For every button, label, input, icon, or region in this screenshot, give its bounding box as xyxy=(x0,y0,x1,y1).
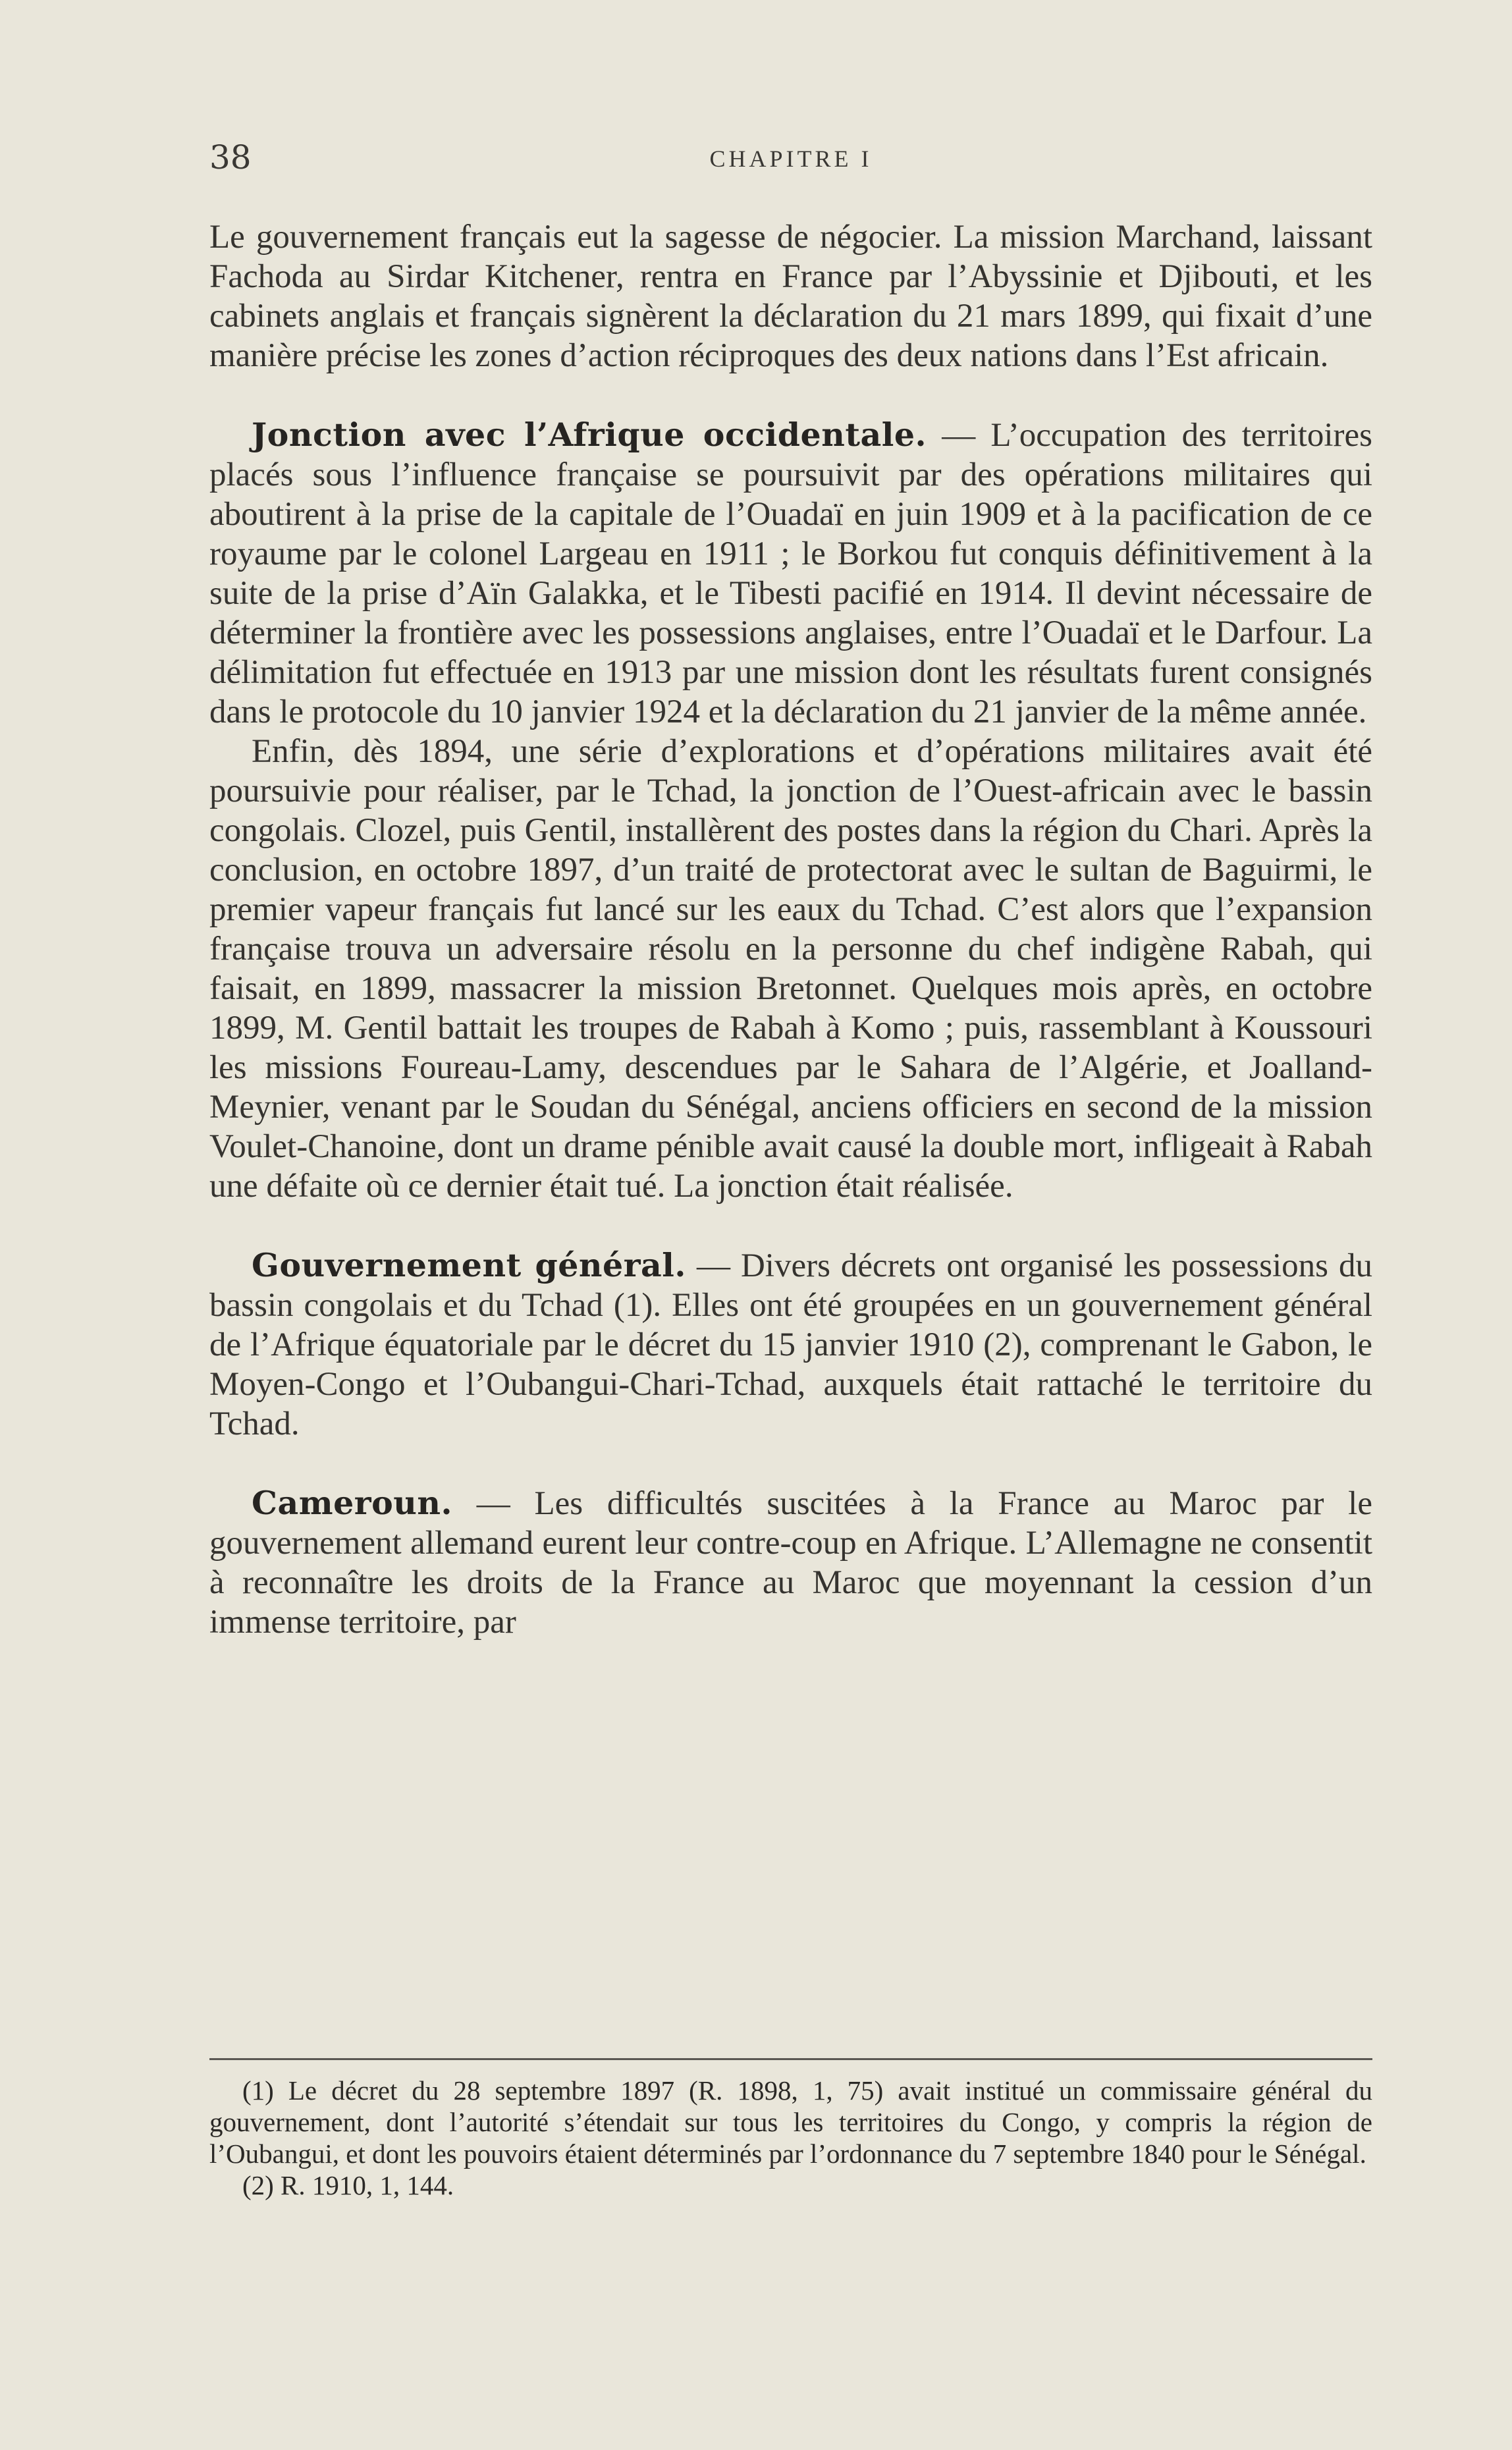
section-jonction xyxy=(209,415,1372,732)
section-cameroun xyxy=(209,1483,1372,1642)
footnote-2: (2) R. 1910, 1, 144. xyxy=(242,2170,454,2200)
paragraph-text: Le gouvernement français eut la sagesse de négocier. La mission Marchand, laissant Fachoda au Sirdar Kitchener, rentra en France par l’Abyssinie et Djibouti, et les cabinets anglais et français signèrent la déclaration du 21 mars 1899, qui fixait d’une manière précise les zones d’action réciproques des deux nations dans l’Est africain. xyxy=(209,219,1372,374)
footnotes xyxy=(209,2075,1372,2201)
paragraph-text: — Divers décrets ont organisé les possessions du bassin congolais et du Tchad (1). Elles ont été groupées en un gouvernement général de l’Afrique équatoriale par le décret du 15 janvier 1910 (2), comprenant le Gabon, le Moyen-Congo et l’Oubangui-Chari-Tchad, auxquels était rattaché le territoire du Tchad. xyxy=(209,1247,1372,1442)
section-heading: Cameroun. xyxy=(252,1484,453,1522)
body-text xyxy=(209,217,1372,1642)
footnote-1: (1) Le décret du 28 septembre 1897 (R. 1898, 1, 75) avait institué un commissaire général du gouvernement, dont l’autorité s’étendait sur tous les territoires du Congo, y compris la région de l’Oubangui, et dont les pouvoirs étaient déterminés par l’ordonnance du 7 septembre 1840 pour le Sénégal. xyxy=(209,2075,1372,2169)
paragraph-text: — Les difficultés suscitées à la France au Maroc par le gouvernement allemand eurent leur contre-coup en Afrique. L’Allemagne ne consentit à reconnaître les droits de la France au Maroc que moyennant la cession d’un immense territoire, par xyxy=(209,1485,1372,1641)
paragraph-negotiation xyxy=(209,217,1372,375)
section-heading: Jonction avec l’Afrique occidentale. xyxy=(252,416,927,454)
paragraph-text: — L’occupation des territoires placés sous l’influence française se poursuivit par des opérations militaires qui aboutirent à la prise de la capitale de l’Ouadaï en juin 1909 et à la pacification de ce royaume par le colonel Largeau en 1911 ; le Borkou fut conquis définitivement à la suite de la prise d’Aïn Galakka, et le Tibesti pacifié en 1914. Il devint nécessaire de déterminer la frontière avec les possessions anglaises, entre l’Ouadaï et le Darfour. La délimitation fut effectuée en 1913 par une mission dont les résultats furent consignés dans le protocole du 10 janvier 1924 et la déclaration du 21 janvier de la même année. xyxy=(209,417,1372,730)
paragraph-text: Enfin, dès 1894, une série d’explorations et d’opérations militaires avait été poursuivie pour réaliser, par le Tchad, la jonction de l’Ouest-africain avec le bassin congolais. Clozel, puis Gentil, installèrent des postes dans la région du Chari. Après la conclusion, en octobre 1897, d’un traité de protectorat avec le sultan de Baguirmi, le premier vapeur français fut lancé sur les eaux du Tchad. C’est alors que l’expansion française trouva un adversaire résolu en la personne du chef indigène Rabah, qui faisait, en 1899, massacrer la mission Bretonnet. Quelques mois après, en octobre 1899, M. Gentil battait les troupes de Rabah à Komo ; puis, rassemblant à Koussouri les missions Foureau-Lamy, descendues par le Sahara de l’Algérie, et Joalland-Meynier, venant par le Soudan du Sénégal, anciens officiers en second de la mission Voulet-Chanoine, dont un drame pénible avait causé la double mort, infligeait à Rabah une défaite où ce dernier était tué. La jonction était réalisée. xyxy=(209,733,1372,1205)
section-heading: Gouvernement général. xyxy=(252,1246,686,1284)
section-gouvernement-general xyxy=(209,1245,1372,1444)
paragraph-explorations xyxy=(209,732,1372,1206)
page-number: 38 xyxy=(209,138,252,177)
footnote-divider xyxy=(209,2058,1372,2060)
running-head xyxy=(209,138,1372,178)
chapter-title: CHAPITRE I xyxy=(709,146,873,172)
